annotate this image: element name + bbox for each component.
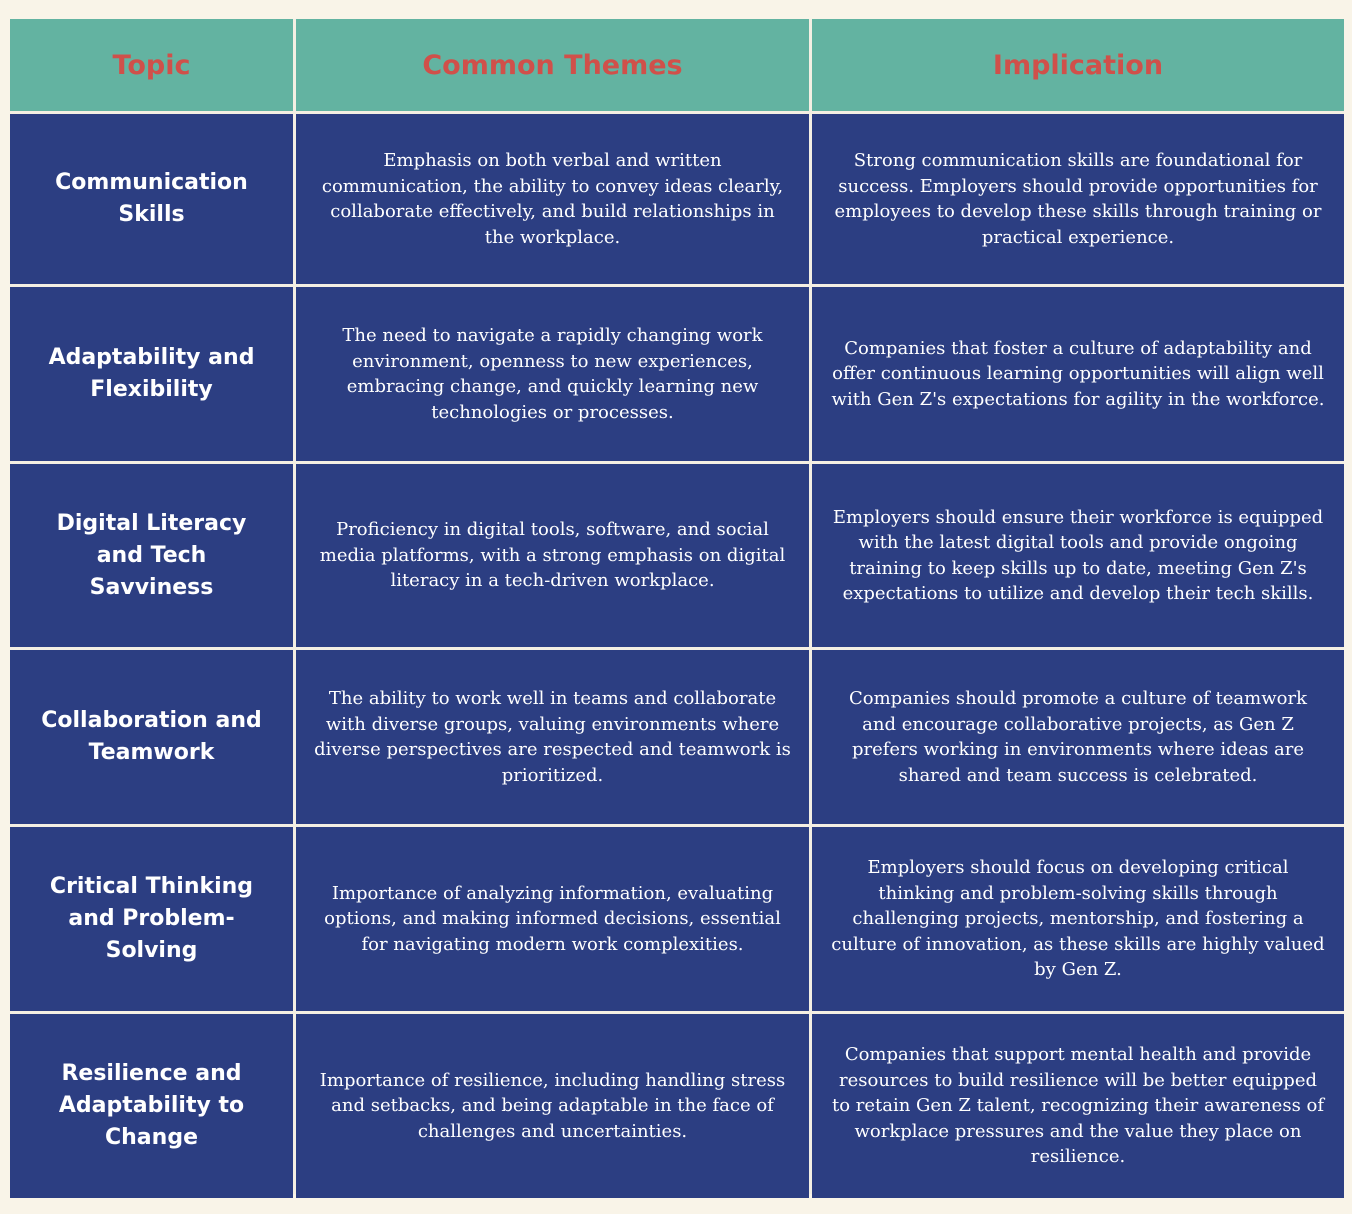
header-topic: Topic — [10, 19, 293, 111]
themes-cell: Importance of analyzing information, evaluating options, and making informed decisions, essential for navigating modern work complexities. — [296, 827, 809, 1011]
implication-cell: Companies that support mental health and provide resources to build resilience will be better equipped to retain Gen Z talent, recognizing their awareness of workplace pressures and the value they place on resilience. — [812, 1014, 1344, 1198]
implication-cell: Companies should promote a culture of teamwork and encourage collaborative projects, as Gen Z prefers working in environments where ideas are shared and team success is celebrated. — [812, 650, 1344, 824]
topic-cell: Resilience and Adaptability to Change — [10, 1014, 293, 1198]
themes-cell: Importance of resilience, including handling stress and setbacks, and being adaptable in the face of challenges and uncertainties. — [296, 1014, 809, 1198]
implication-cell: Strong communication skills are foundational for success. Employers should provide opportunities for employees to develop these skills through training or practical experience. — [812, 114, 1344, 284]
topic-cell: Digital Literacy and Tech Savviness — [10, 464, 293, 647]
topic-cell: Communication Skills — [10, 114, 293, 284]
topic-cell: Collaboration and Teamwork — [10, 650, 293, 824]
themes-table — [10, 19, 1344, 1194]
themes-cell: Proficiency in digital tools, software, and social media platforms, with a strong emphasis on digital literacy in a tech-driven workplace. — [296, 464, 809, 647]
themes-cell: The need to navigate a rapidly changing work environment, openness to new experiences, embracing change, and quickly learning new technologies or processes. — [296, 287, 809, 461]
implication-cell: Employers should focus on developing critical thinking and problem-solving skills through challenging projects, mentorship, and fostering a culture of innovation, as these skills are highly valued by Gen Z. — [812, 827, 1344, 1011]
header-implication: Implication — [812, 19, 1344, 111]
implication-cell: Employers should ensure their workforce is equipped with the latest digital tools and provide ongoing training to keep skills up to date, meeting Gen Z's expectations to utilize and develop their tech skills. — [812, 464, 1344, 647]
topic-cell: Critical Thinking and Problem-Solving — [10, 827, 293, 1011]
header-common-themes: Common Themes — [296, 19, 809, 111]
implication-cell: Companies that foster a culture of adaptability and offer continuous learning opportunities will align well with Gen Z's expectations for agility in the workforce. — [812, 287, 1344, 461]
themes-cell: Emphasis on both verbal and written communication, the ability to convey ideas clearly, collaborate effectively, and build relationships in the workplace. — [296, 114, 809, 284]
themes-cell: The ability to work well in teams and collaborate with diverse groups, valuing environments where diverse perspectives are respected and teamwork is prioritized. — [296, 650, 809, 824]
topic-cell: Adaptability and Flexibility — [10, 287, 293, 461]
